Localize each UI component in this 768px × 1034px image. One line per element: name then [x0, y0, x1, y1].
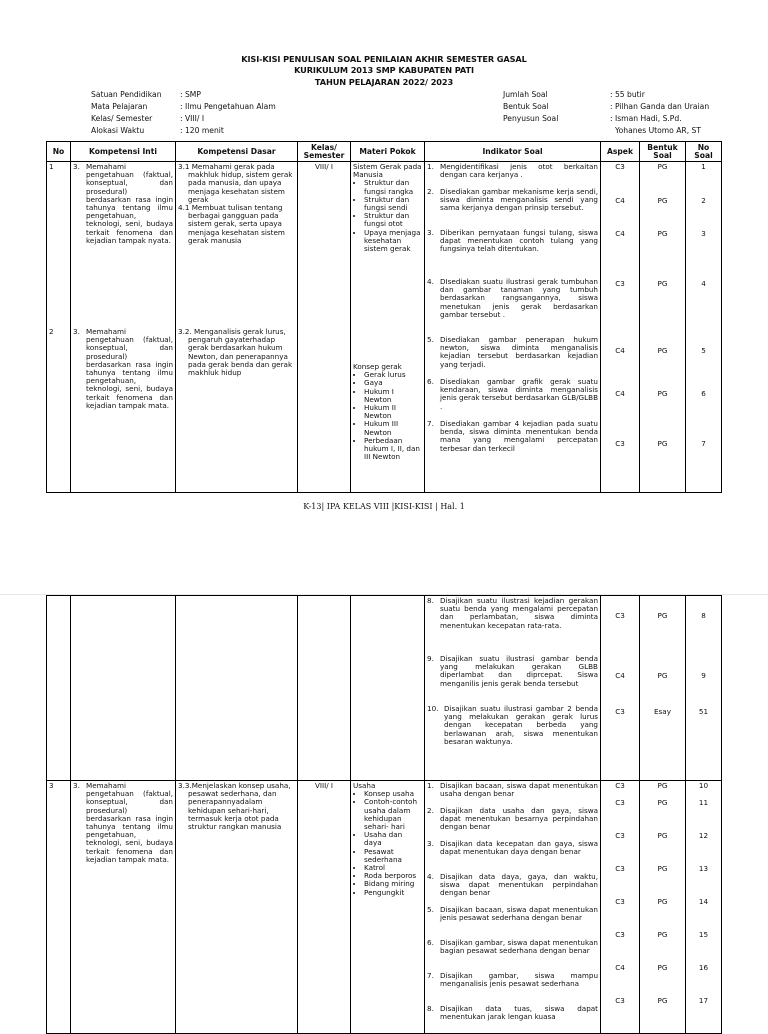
- aspek-value: C3: [615, 996, 625, 1005]
- meta-label: Jumlah Soal: [503, 90, 548, 99]
- aspek-value: C3: [615, 707, 625, 716]
- aspek-cell: [601, 596, 640, 781]
- meta-label: Alokasi Waktu: [91, 126, 145, 135]
- no-soal-value: 15: [698, 930, 709, 939]
- materi-item: • Struktur dan fungsi rangka: [364, 179, 422, 195]
- indikator-number: 5.: [427, 905, 434, 914]
- bentuk-value: PG: [657, 798, 668, 807]
- kisi-kisi-table-continued: [46, 595, 722, 1034]
- no-soal-cell: [686, 596, 722, 781]
- kd-cell: [178, 163, 295, 328]
- doc-title-line-1: KISI-KISI PENULISAN SOAL PENILAIAN AKHIR SEMESTER GASAL: [241, 54, 527, 64]
- no-soal-value: 6: [701, 389, 706, 398]
- indikator-text: Disajikan bacaan, siswa dapat menentukan jenis pesawat sederhana dengan benar: [440, 905, 598, 923]
- kisi-kisi-table: [46, 141, 722, 493]
- meta-label: Penyusun Soal: [503, 114, 559, 123]
- ki-text: Memahami pengetahuan (faktual, konseptual, dan prosedural) berdasarkan rasa ingin tahunya tentang ilmu pengetahuan, teknologi, seni, budaya terkait fenomena dan kejadian tampak mata.: [86, 781, 173, 864]
- indikator-text: Disediakan gambar penerapan hukum newton, siswa diminta menganalisis kejadian tersebut berdasarkan kejadian yang terjadi.: [440, 335, 598, 369]
- indikator-number: 2.: [427, 806, 434, 815]
- aspek-value: C3: [615, 439, 625, 448]
- indikator-number: 5.: [427, 335, 434, 344]
- aspek-value: C3: [615, 864, 625, 873]
- materi-item: • Gaya: [364, 379, 422, 387]
- indikator-text: Disediakan gambar grafik gerak suatu kendaraan, siswa diminta menganalisis jenis gerak tersebut berdasarkan GLB/GLBB .: [440, 377, 598, 411]
- no-soal-cell: [686, 781, 722, 1034]
- kd-text: 3.2. Menganalisis gerak lurus, pengaruh gayaterhadap gerak berdasarkan hukum Newton, dan penerapannya pada gerak benda dan gerak makhluk hidup: [178, 327, 293, 378]
- materi-item: • Contoh-contoh usaha dalam kehidupan sehari- hari: [364, 798, 422, 831]
- bentuk-value: PG: [657, 831, 668, 840]
- materi-item: • Pesawat sederhana: [364, 848, 422, 864]
- materi-cell: [353, 363, 422, 461]
- bentuk-value: PG: [657, 963, 668, 972]
- materi-item: • Struktur dan fungsi otot: [364, 212, 422, 228]
- bentuk-value: PG: [657, 346, 668, 355]
- no-soal-value: 1: [701, 162, 706, 171]
- materi-item: • Perbedaan hukum I, II, dan III Newton: [364, 437, 422, 462]
- indikator-text: Disajikan data tuas, siswa dapat menentukan jarak lengan kuasa: [440, 1004, 598, 1022]
- indikator-number: 6.: [427, 938, 434, 947]
- kelas-semester: VIII/ I: [314, 162, 334, 171]
- bentuk-value: PG: [657, 389, 668, 398]
- indikator-text: Diberikan pernyataan fungsi tulang, siswa dapat menentukan contoh tulang yang fungsinya telah ditentukan.: [440, 228, 598, 254]
- aspek-value: C4: [615, 229, 625, 238]
- indikator-number: 3.: [427, 839, 434, 848]
- ki-text: Memahami pengetahuan (faktual, konseptual, dan prosedural) berdasarkan rasa ingin tahunya tentang ilmu pengetahuan, teknologi, seni, budaya terkait fenomena dan kejadian tampak nyata.: [86, 162, 173, 245]
- materi-item: • Roda berporos: [364, 872, 422, 880]
- bentuk-value: PG: [657, 162, 668, 171]
- ki-number: 3.: [73, 781, 80, 790]
- materi-item: • Bidang miring: [364, 880, 422, 888]
- bentuk-cell: [640, 781, 686, 1034]
- kd-text: 3.3.Menjelaskan konsep usaha, pesawat sederhana, dan penerapannyadalam kehidupan sehari-hari, termasuk kerja otot pada struktur rangkan manusia: [178, 781, 291, 832]
- no-soal-value: 14: [698, 897, 709, 906]
- indikator-text: Mengidentifikasi jenis otot berkaitan dengan cara kerjanya .: [440, 162, 598, 180]
- column-header: Kompetensi Dasar: [176, 142, 298, 162]
- ki-text: Memahami pengetahuan (faktual, konseptual, dan prosedural) berdasarkan rasa ingin tahunya tentang ilmu pengetahuan, teknologi, seni, budaya terkait fenomena dan kejadian tampak mata.: [86, 327, 173, 410]
- no-soal-value: 8: [701, 611, 706, 620]
- indikator-number: 8.: [427, 596, 434, 605]
- materi-item: • Hukum III Newton: [364, 420, 422, 436]
- indikator-number: 1.: [427, 781, 434, 790]
- indikator-number: 4.: [427, 277, 434, 286]
- indikator-number: 4.: [427, 872, 434, 881]
- aspek-value: C4: [615, 671, 625, 680]
- meta-value: : SMP: [180, 90, 201, 99]
- aspek-value: C3: [615, 798, 625, 807]
- column-header: Indikator Soal: [425, 142, 601, 162]
- bentuk-value: PG: [657, 229, 668, 238]
- column-header: Aspek: [601, 142, 640, 162]
- kd-text: 3.1 Memahami gerak pada makhluk hidup, sistem gerak pada manusia, dan upaya menjaga kesehatan sistem gerak: [178, 162, 293, 204]
- meta-label: Bentuk Soal: [503, 102, 549, 111]
- indikator-number: 10.: [427, 704, 439, 713]
- bentuk-value: Esay: [654, 707, 671, 716]
- aspek-value: C3: [615, 162, 625, 171]
- meta-value: : 120 menit: [180, 126, 224, 135]
- aspek-value: C3: [615, 279, 625, 288]
- meta-label: Mata Pelajaran: [91, 102, 148, 111]
- meta-value: : Isman Hadi, S.Pd.: [610, 114, 682, 123]
- aspek-value: C4: [615, 389, 625, 398]
- materi-title: Konsep gerak: [353, 362, 402, 371]
- column-header: Materi Pokok: [351, 142, 425, 162]
- aspek-value: C3: [615, 781, 625, 790]
- bentuk-value: PG: [657, 439, 668, 448]
- bentuk-value: PG: [657, 996, 668, 1005]
- page-2: [0, 594, 768, 1025]
- bentuk-value: PG: [657, 897, 668, 906]
- kd-text: 4.1 Membuat tulisan tentang berbagai gangguan pada sistem gerak, serta upaya menjaga kesehatan sistem gerak manusia: [178, 203, 285, 245]
- indikator-number: 1.: [427, 162, 434, 171]
- meta-value: : Ilmu Pengetahuan Alam: [180, 102, 276, 111]
- aspek-cell: [601, 162, 640, 493]
- materi-item: • Upaya menjaga kesehatan sistem gerak: [364, 229, 422, 254]
- doc-title-line-2: KURIKULUM 2013 SMP KABUPATEN PATI: [294, 65, 474, 75]
- meta-value: : VIII/ I: [180, 114, 205, 123]
- bentuk-value: PG: [657, 671, 668, 680]
- indikator-number: 7.: [427, 419, 434, 428]
- materi-item: • Gerak lurus: [364, 371, 422, 379]
- aspek-cell: [601, 781, 640, 1034]
- materi-item: • Konsep usaha: [364, 790, 422, 798]
- aspek-value: C3: [615, 831, 625, 840]
- row-number: 2: [49, 327, 54, 336]
- materi-title: Sistem Gerak pada Manusia: [353, 162, 422, 180]
- page-gap: [0, 530, 768, 594]
- indikator-number: 6.: [427, 377, 434, 386]
- indikator-number: 7.: [427, 971, 434, 980]
- indikator-cell: [425, 162, 601, 493]
- table-row: [47, 781, 722, 1034]
- materi-item: • Hukum I Newton: [364, 388, 422, 404]
- bentuk-value: PG: [657, 930, 668, 939]
- meta-value: Yohanes Utomo AR, ST: [615, 126, 701, 135]
- column-header: No Soal: [686, 142, 722, 162]
- column-header: No: [47, 142, 71, 162]
- ki-number: 3.: [73, 162, 80, 171]
- ki-cell: [73, 328, 173, 410]
- bentuk-value: PG: [657, 864, 668, 873]
- aspek-value: C4: [615, 963, 625, 972]
- bentuk-cell: [640, 162, 686, 493]
- materi-item: • Hukum II Newton: [364, 404, 422, 420]
- bentuk-value: PG: [657, 611, 668, 620]
- row-number: 1: [49, 162, 54, 171]
- no-soal-value: 2: [701, 196, 706, 205]
- meta-label: Satuan Pendidikan: [91, 90, 162, 99]
- indikator-number: 2.: [427, 187, 434, 196]
- materi-item: • Pengungkit: [364, 889, 422, 897]
- indikator-cell: [425, 596, 601, 781]
- indikator-text: Disajikan suatu ilustrasi gambar benda yang melakukan gerakan GLBB diperlambat dan diprcepat. Siswa menganilis jenis gerak benda tersebut: [440, 654, 598, 688]
- materi-title: Usaha: [353, 781, 376, 790]
- table-header-row: [47, 142, 722, 162]
- indikator-text: Disajikan suatu ilustrasi kejadian gerakan suatu benda yang mengalami percepatan dan perlambatan, siswa diminta menentukan kecepatan rata-rata.: [440, 596, 598, 630]
- no-soal-value: 51: [698, 707, 709, 716]
- indikator-text: Disajikan bacaan, siswa dapat menentukan usaha dengan benar: [440, 781, 598, 799]
- indikator-text: Disajikan suatu ilustrasi gambar 2 benda yang melakukan gerakan gerak lurus dengan kecepatan berbeda yang berlawanan arah, siswa menentukan besaran waktunya.: [444, 704, 598, 746]
- materi-cell: [353, 163, 422, 363]
- ki-number: 3.: [73, 327, 80, 336]
- no-soal-value: 3: [701, 229, 706, 238]
- no-soal-value: 12: [698, 831, 709, 840]
- bentuk-value: PG: [657, 279, 668, 288]
- no-soal-value: 9: [701, 671, 706, 680]
- aspek-value: C3: [615, 930, 625, 939]
- indikator-text: Disediakan gambar 4 kejadian pada suatu benda, siswa diminta menentukan benda mana yang mengalami percepatan terbesar dan terkecil: [440, 419, 598, 453]
- meta-label: Kelas/ Semester: [91, 114, 153, 123]
- aspek-value: C4: [615, 196, 625, 205]
- column-header: Bentuk Soal: [640, 142, 686, 162]
- no-soal-value: 16: [698, 963, 709, 972]
- materi-item: • Struktur dan fungsi sendi: [364, 196, 422, 212]
- indikator-text: Disajikan data kecepatan dan gaya, siswa dapat menentukan daya dengan benar: [440, 839, 598, 857]
- column-header: Kompetensi Inti: [71, 142, 176, 162]
- aspek-value: C3: [615, 611, 625, 620]
- aspek-value: C4: [615, 346, 625, 355]
- bentuk-value: PG: [657, 781, 668, 790]
- no-soal-value: 4: [701, 279, 706, 288]
- ki-cell: [73, 782, 173, 864]
- table-row: [47, 162, 722, 493]
- no-soal-value: 17: [698, 996, 709, 1005]
- no-soal-value: 5: [701, 346, 706, 355]
- no-soal-value: 13: [698, 864, 709, 873]
- meta-value: : Pilhan Ganda dan Uraian: [610, 102, 710, 111]
- row-number: 3: [47, 781, 71, 1034]
- no-soal-value: 10: [698, 781, 709, 790]
- indikator-text: Disajikan gambar, siswa mampu menganalisis jenis pesawat sederhana: [440, 971, 598, 989]
- page-footer: K-13| IPA KELAS VIII |KISI-KISI | Hal. 1: [303, 502, 465, 511]
- kd-cell: [178, 328, 295, 377]
- indikator-text: Disajikan data daya, gaya, dan waktu, siswa dapat menentukan perpindahan dengan benar: [440, 872, 598, 898]
- aspek-value: C3: [615, 897, 625, 906]
- ki-cell: [73, 163, 173, 328]
- bentuk-value: PG: [657, 196, 668, 205]
- materi-item: • Usaha dan daya: [364, 831, 422, 847]
- materi-item: • Katrol: [364, 864, 422, 872]
- meta-value: : 55 butir: [610, 90, 645, 99]
- doc-title-line-3: TAHUN PELAJARAN 2022/ 2023: [314, 77, 454, 87]
- kelas-semester: VIII/ I: [298, 781, 351, 1034]
- indikator-number: 9.: [427, 654, 434, 663]
- no-soal-cell: [686, 162, 722, 493]
- indikator-text: Disediakan gambar mekanisme kerja sendi, siswa diminta menganalisis sendi yang sama kerjanya dengan prinsip tersebut.: [440, 187, 598, 213]
- indikator-number: 3.: [427, 228, 434, 237]
- bentuk-cell: [640, 596, 686, 781]
- indikator-text: DIsediakan suatu ilustrasi gerak tumbuhan dan gambar tanaman yang tumbuh berdasarkan rangsangannya, siswa menetukan jenis gerak berdasarkan gambar tersebut .: [440, 277, 598, 319]
- indikator-text: Disajikan gambar, siswa dapat menentukan bagian pesawat sederhana dengan benar: [440, 938, 598, 956]
- column-header: Kelas/ Semester: [298, 142, 351, 162]
- no-soal-value: 11: [698, 798, 709, 807]
- no-soal-value: 7: [701, 439, 706, 448]
- indikator-cell: [425, 781, 601, 1034]
- indikator-text: Disajikan data usaha dan gaya, siswa dapat menentukan besarnya perpindahan dengan benar: [440, 806, 598, 832]
- table-row: [47, 596, 722, 781]
- indikator-number: 8.: [427, 1004, 434, 1013]
